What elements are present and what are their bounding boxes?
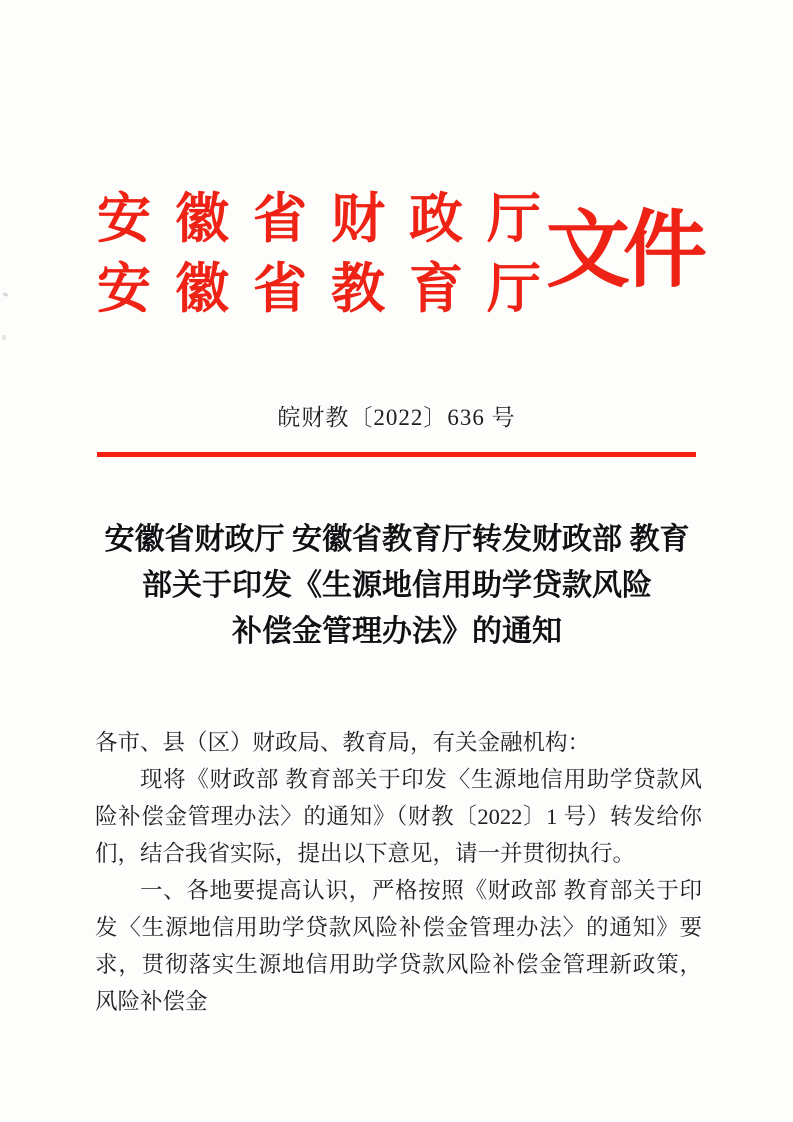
title-line-2: 部关于印发《生源地信用助学贷款风险 bbox=[142, 569, 652, 602]
body-paragraph-1: 现将《财政部 教育部关于印发〈生源地信用助学贷款风险补偿金管理办法〉的通知》（财教〔2022〕1 号）转发给你们，结合我省实际，提出以下意见，请一并贯彻执行。 bbox=[95, 767, 702, 866]
letterhead bbox=[97, 181, 698, 326]
title-line-1: 安徽省财政厅 安徽省教育厅转发财政部 教育 bbox=[104, 523, 690, 556]
agency-name-finance: 安徽省财政厅 bbox=[97, 188, 565, 249]
salutation: 各市、县（区）财政局、教育局，有关金融机构： bbox=[95, 730, 591, 755]
agency-names bbox=[97, 184, 565, 324]
red-divider-line bbox=[97, 452, 696, 457]
document-number: 皖财教〔2022〕636 号 bbox=[277, 405, 516, 430]
agency-name-education: 安徽省教育厅 bbox=[97, 258, 565, 319]
body-paragraph-2: 一、各地要提高认识，严格按照《财政部 教育部关于印发〈生源地信用助学贷款风险补偿金管理办法〉的通知》要求，贯彻落实生源地信用助学贷款风险补偿金管理新政策，风险补偿金 bbox=[95, 878, 702, 1014]
scan-artifact bbox=[3, 292, 9, 297]
document-body bbox=[95, 724, 702, 1020]
title-line-3: 补偿金管理办法》的通知 bbox=[232, 615, 562, 648]
document-title bbox=[94, 517, 700, 655]
scan-artifact bbox=[2, 335, 6, 340]
document-word: 文件 bbox=[545, 204, 700, 298]
